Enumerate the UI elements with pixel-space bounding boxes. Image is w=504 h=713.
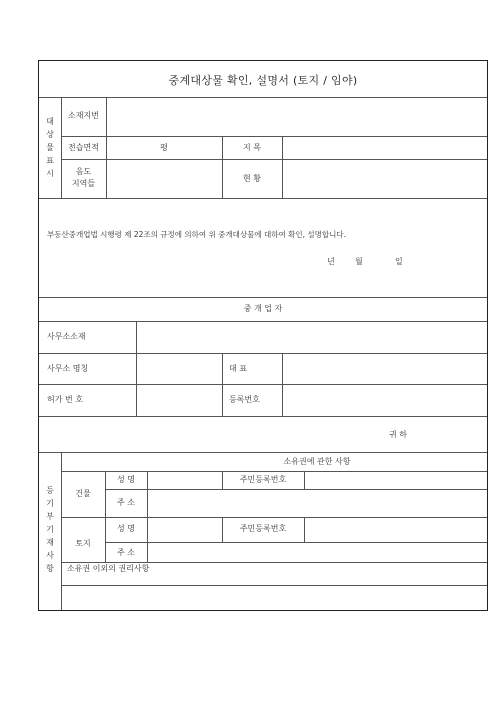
zoning-label-line1: 음도 [75,167,92,176]
office-address-label: 사무소소재 [47,332,86,341]
divider-broker-header [39,321,487,322]
building-label: 건물 [75,489,91,498]
divider-location [61,136,487,137]
divider-registry-labels [147,471,148,562]
land-address-label: 주 소 [117,548,135,557]
representative-label: 대 표 [229,364,247,373]
other-rights-label: 소유권 이외의 권리사항 [67,564,150,573]
divider-broker-middle [222,353,223,416]
divider-building-resident-value [304,471,305,489]
divider-license [39,416,487,417]
zoning-label-line2: 지역들 [71,179,96,188]
building-name-label: 성 명 [117,475,135,484]
land-resident-no-label: 주민등록번호 [239,524,287,533]
divider-building-name [105,489,487,490]
form-title: 중계대상물 확인, 설명서 (토지 / 임야) [168,74,358,87]
ownership-header: 소유권에 관한 사항 [283,457,351,466]
divider-ownership-header [61,471,487,472]
confirmation-form [38,60,488,611]
area-label: 전습면적 [68,143,99,152]
registration-label: 등록번호 [229,395,260,404]
divider-broker-labels [136,321,137,416]
divider-office-name [39,384,487,385]
divider-land-name [105,542,487,543]
statement-day: 일 [395,257,403,266]
land-category-label: 지 목 [243,143,261,152]
broker-header: 중 개 업 자 [243,304,283,313]
status-label: 현 황 [243,174,261,183]
building-address-label: 주 소 [117,498,135,507]
divider-land-resident-value [304,517,305,542]
divider-registry-side [61,452,62,610]
property-side-label: 대 상 물 표 시 [46,117,54,178]
divider-land-end [61,562,487,563]
divider-area [61,159,487,160]
registry-side-label: 등 기 부 기 재 사 항 [46,486,54,573]
area-unit: 평 [160,143,168,152]
location-label: 소재지번 [68,111,99,120]
land-name-label: 성 명 [117,524,135,533]
license-label: 허가 번 호 [47,395,83,404]
addressee: 귀 하 [389,430,407,439]
divider-office-address [39,353,487,354]
divider-broker-right-labels [282,353,283,416]
statement-text: 부동산중개업법 시행령 제 22조의 규정에 의하여 위 중개대상물에 대하여 확인, 설명합니다. [47,230,346,239]
statement-month: 월 [355,257,363,266]
divider-statement-end [39,297,487,298]
statement-year: 년 [327,257,335,266]
divider-addressee [39,452,487,453]
divider-other-rights [61,585,487,586]
building-resident-no-label: 주민등록번호 [239,475,287,484]
divider-property-end [39,198,487,199]
land-label: 토지 [75,539,91,548]
divider-property-right-labels [282,136,283,198]
office-name-label: 사무소 명칭 [47,364,89,373]
divider-building-end [61,517,487,518]
